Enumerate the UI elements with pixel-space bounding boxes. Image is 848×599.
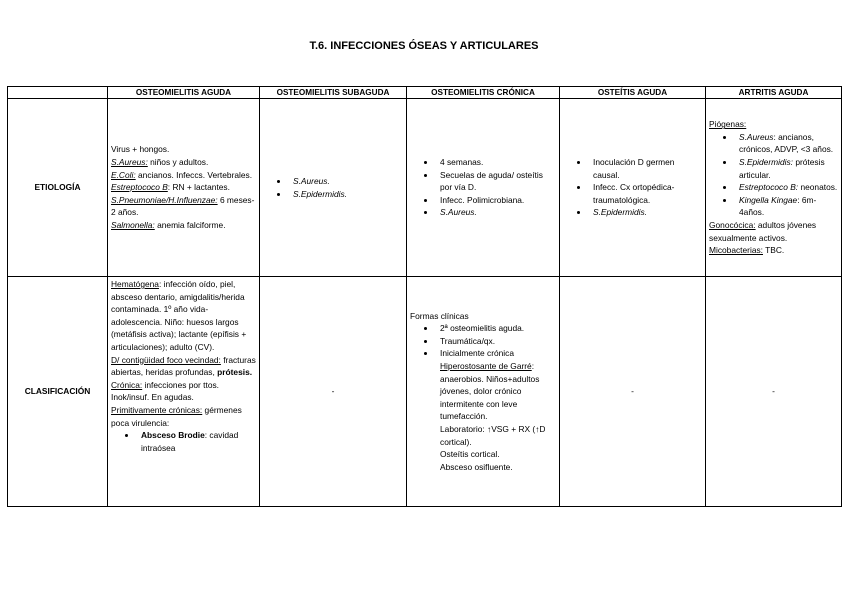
text-key: S.Aureus:	[111, 157, 148, 168]
text-value: fracturas abiertas, heridas profundas,	[111, 354, 256, 378]
list-item: • Infecc. Cx ortopédica-traumatológica.	[589, 181, 702, 206]
text-key: Hiperostosante de Garré	[440, 361, 532, 372]
text-key: Micobacterias:	[709, 245, 763, 256]
list-item	[436, 347, 556, 473]
text-value: : 6m-4años.	[739, 194, 817, 218]
text-value: : RN + lactantes.	[167, 182, 230, 193]
text-line: Formas clínicas	[410, 310, 469, 321]
list-item: • Traumática/qx.	[436, 335, 556, 348]
list-item	[735, 156, 838, 181]
text-key: Gonocócica:	[709, 219, 756, 230]
text-line: Virus + hongos.	[111, 144, 170, 155]
list-item: • S.Aureus.	[436, 206, 556, 219]
list-item: • Inoculación D germen causal.	[589, 156, 702, 181]
list-item: • S.Epidermidis.	[289, 188, 403, 201]
list-item	[137, 429, 256, 454]
cell-clasificacion-aguda	[108, 277, 260, 507]
text-key: Piógenas:	[709, 119, 747, 130]
cell-etiologia-aguda	[108, 99, 260, 277]
text-line: Absceso osifluente.	[440, 461, 513, 472]
text-bold: prótesis.	[217, 367, 253, 378]
header-osteitis-aguda: OSTEÍTIS AGUDA	[560, 87, 706, 99]
text-value: infecciones por ttos. Inok/insuf. En agudas.	[111, 379, 219, 403]
text-key: Estreptococo B:	[739, 182, 799, 193]
cell-etiologia-osteitis	[560, 99, 706, 277]
cell-etiologia-cronica	[407, 99, 560, 277]
list-item: • S.Aureus.	[289, 175, 403, 188]
text-key: S.Aureus	[739, 131, 774, 142]
text-key: D/ contigüidad foco vecindad:	[111, 354, 221, 365]
text-key: E.Coli:	[111, 169, 136, 180]
text-key: Salmonella:	[111, 219, 155, 230]
text-key: Hematógena	[111, 279, 159, 289]
list-item	[735, 131, 838, 156]
cell-clasificacion-subaguda: -	[260, 277, 407, 507]
list-item: • S.Epidermidis.	[589, 206, 702, 219]
list-item: • Infecc. Polimicrobiana.	[436, 194, 556, 207]
text-value: : infección oído, piel, absceso dentario, amigdalitis/herida contaminada. 1º año vida-adolescencia. Niño: huesos largos (metáfisis activa); lactante (epífisis + articulaciones); adulto (CV).	[111, 279, 247, 352]
text-key: Estreptococo B	[111, 182, 168, 193]
list-item: • 4 semanas.	[436, 156, 556, 169]
text-value: anemia falciforme.	[154, 219, 226, 230]
cell-clasificacion-artritis: -	[706, 277, 842, 507]
list-item: • 2ª osteomielitis aguda.	[436, 322, 556, 335]
row-etiologia	[8, 99, 842, 277]
text-value: ancianos. Infeccs. Vertebrales.	[135, 169, 253, 180]
cell-etiologia-subaguda	[260, 99, 407, 277]
text-value: Inicialmente crónica	[440, 348, 515, 359]
row-label-clasificacion: CLASIFICACIÓN	[8, 277, 108, 507]
text-value: TBC.	[763, 245, 785, 256]
text-value: : cavidad intraósea	[141, 430, 239, 453]
header-osteomielitis-aguda: OSTEOMIELITIS AGUDA	[108, 87, 260, 99]
cell-clasificacion-osteitis: -	[560, 277, 706, 507]
text-value: 6 meses-2 años.	[111, 194, 255, 218]
header-osteomielitis-cronica: OSTEOMIELITIS CRÓNICA	[407, 87, 560, 99]
infections-table	[7, 86, 842, 507]
text-value: : ancianos, crónicos, ADVP, <3 años.	[739, 131, 834, 155]
text-line: Osteítis cortical.	[440, 449, 500, 460]
text-value: gérmenes poca virulencia:	[111, 404, 242, 428]
text-value: prótesis articular.	[739, 157, 825, 180]
text-line: Laboratorio: ↑VSG + RX (↑D cortical).	[440, 423, 546, 447]
cell-etiologia-artritis	[706, 99, 842, 277]
list-item	[735, 181, 838, 194]
page-title: T.6. INFECCIONES ÓSEAS Y ARTICULARES	[309, 40, 539, 52]
text-key: Crónica:	[111, 379, 143, 390]
cell-clasificacion-cronica	[407, 277, 560, 507]
header-empty	[8, 87, 108, 99]
text-value: adultos jóvenes sexualmente activos.	[709, 219, 817, 243]
list-item: • Secuelas de aguda/ osteítis por vía D.	[436, 169, 556, 194]
row-label-etiologia: ETIOLOGÍA	[8, 99, 108, 277]
text-key: S.Epidermidis:	[739, 157, 793, 168]
header-artritis-aguda: ARTRITIS AGUDA	[706, 87, 842, 99]
list-item	[735, 194, 838, 219]
header-row	[8, 87, 842, 99]
text-key: Kingella Kingae	[739, 194, 798, 205]
text-bold: Absceso Brodie	[141, 430, 205, 441]
header-osteomielitis-subaguda: OSTEOMIELITIS SUBAGUDA	[260, 87, 407, 99]
text-key: S.Pneumoniae/H.Influenzae:	[111, 194, 218, 205]
text-value: : anaerobios. Niños+adultos jóvenes, dolor crónico intermitente con leve tumefacción.	[440, 361, 540, 422]
row-clasificacion	[8, 277, 842, 507]
text-value: neonatos.	[798, 182, 838, 193]
text-value: niños y adultos.	[147, 157, 209, 168]
text-key: Primitivamente crónicas:	[111, 404, 203, 415]
